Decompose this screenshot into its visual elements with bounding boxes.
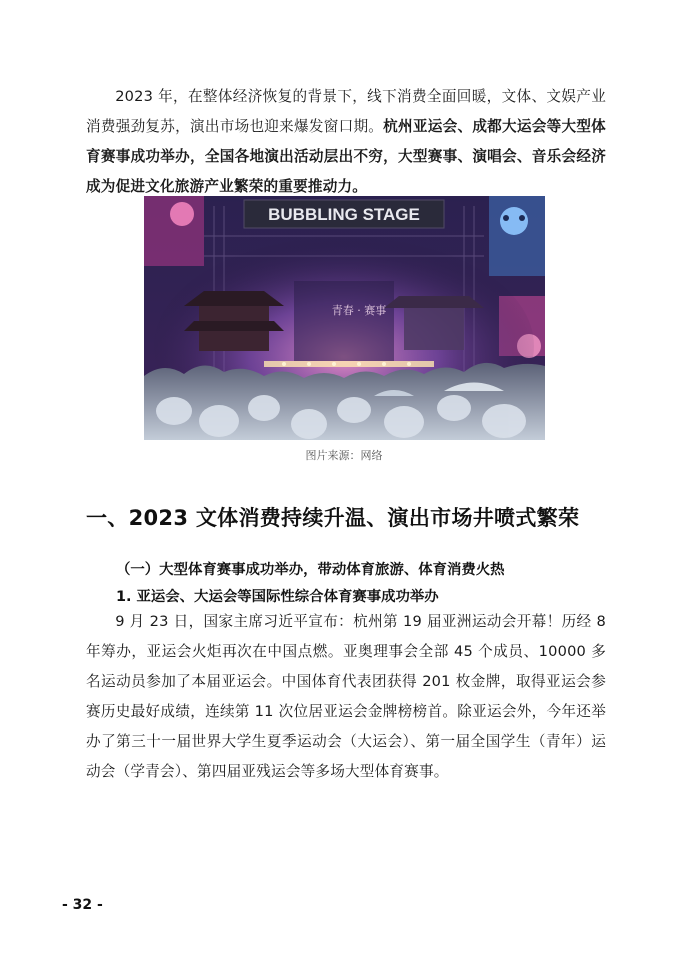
photo-caption: 图片来源：网络 [305, 449, 383, 462]
subheading-1: （一）大型体育赛事成功举办，带动体育旅游、体育消费火热 [116, 562, 505, 578]
section-heading: 一、2023 文体消费持续升温、演出市场井喷式繁荣 [86, 506, 580, 530]
subheading-2: 1. 亚运会、大运会等国际性综合体育赛事成功举办 [116, 589, 439, 605]
intro-text: 2023 年，在整体经济恢复的背景下，线下消费全面回暖，文体、文娱产业消费强劲复苏，演出市场也迎来爆发窗口期。 [86, 88, 606, 135]
intro-bold-text: 杭州亚运会、成都大运会等大型体育赛事成功举办，全国各地演出活动层出不穷，大型赛事、演唱会、音乐会经济成为促进文化旅游产业繁荣的重要推动力。 [86, 118, 606, 195]
body-paragraph: 9 月 23 日，国家主席习近平宣布：杭州第 19 届亚洲运动会开幕！历经 8 年筹办，亚运会火炬再次在中国点燃。亚奥理事会全部 45 个成员、10000 多名运动员参加了本届亚运会。中国体育代表团获得 201 枚金牌，取得亚运会参赛历史最好成绩，连续第 11 次位居亚运会金牌榜榜首。除亚运会外，今年还举办了第三十一届世界大学生夏季运动会（大运会）、第一届全国学生（青年）运动会（学青会）、第四届亚残运会等多场大型体育赛事。 [86, 613, 606, 780]
stage-sign-text: BUBBLING STAGE [268, 205, 420, 224]
page-number: - 32 - [62, 897, 103, 913]
intro-paragraph [86, 82, 606, 202]
concert-stage-photo [144, 196, 545, 440]
screen-text: 青春 · 赛事 [331, 304, 387, 317]
